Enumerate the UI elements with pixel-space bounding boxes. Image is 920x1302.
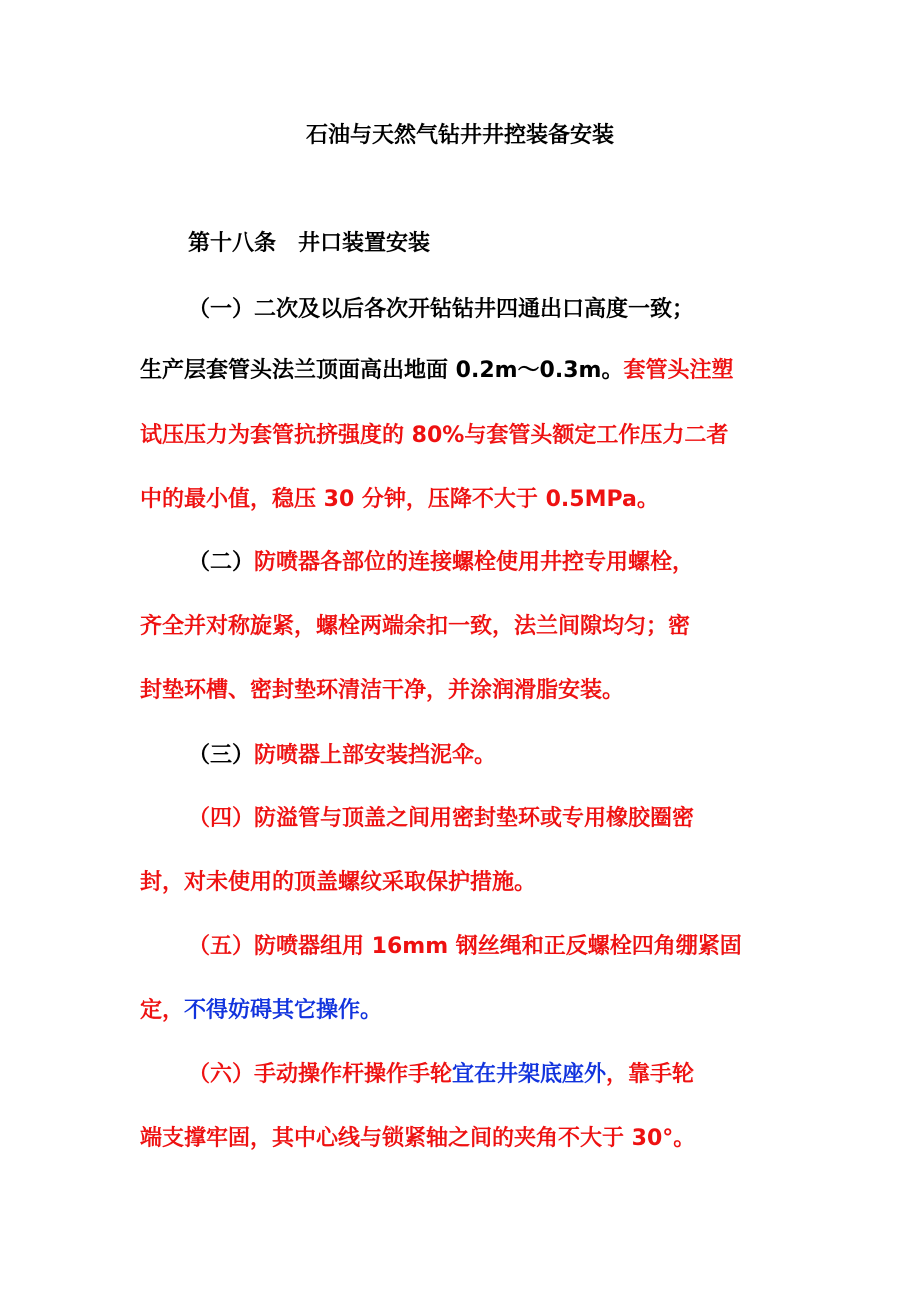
text-run-red: 端支撑牢固，其中心线与锁紧轴之间的夹角不大于 30°。 [140, 1126, 696, 1151]
text-run-red: 定， [140, 998, 185, 1023]
paragraph-line [140, 673, 624, 709]
text-run: 生产层套管头法兰顶面高出地面 0.2m～0.3m。 [140, 358, 624, 383]
text-run-red: （六）手动操作杆操作手轮 [188, 1062, 453, 1087]
paragraph-line [188, 1057, 694, 1093]
text-run-blue: 宜在井架底座外 [452, 1062, 607, 1087]
article-heading: 第十八条 井口装置安装 [188, 231, 431, 256]
paragraph-line [188, 738, 496, 774]
paragraph-line [140, 1121, 695, 1157]
text-run-blue: 不得妨碍其它操作。 [184, 998, 383, 1023]
paragraph-line [188, 801, 694, 837]
text-run: （三） [188, 743, 255, 768]
text-run: （二） [188, 550, 255, 575]
paragraph-line [188, 292, 694, 328]
text-run-red: 中的最小值，稳压 30 分钟，压降不大于 0.5MPa。 [140, 487, 659, 512]
text-run-red: 套管头注塑 [623, 358, 734, 383]
text-run-red: 防喷器上部安装挡泥伞。 [254, 743, 497, 768]
text-run: （一）二次及以后各次开钻钻井四通出口高度一致； [188, 297, 695, 322]
paragraph-line [140, 482, 659, 518]
text-run-red: 封垫环槽、密封垫环清洁干净，并涂润滑脂安装。 [140, 678, 625, 703]
paragraph-line [140, 418, 728, 454]
paragraph-line [140, 609, 690, 645]
document-title: 石油与天然气钻井井控装备安装 [305, 123, 614, 148]
paragraph-line [140, 865, 536, 901]
text-run-red: （五）防喷器组用 16mm 钢丝绳和正反螺栓四角绷紧固 [188, 934, 742, 959]
paragraph-line [188, 545, 694, 581]
paragraph-line [188, 929, 742, 965]
paragraph-line [140, 993, 382, 1029]
text-run-red: 试压压力为套管抗挤强度的 80%与套管头额定工作压力二者 [140, 423, 729, 448]
text-run-red: 防喷器各部位的连接螺栓使用井控专用螺栓， [254, 550, 695, 575]
text-run-red: 齐全并对称旋紧，螺栓两端余扣一致，法兰间隙均匀；密 [140, 614, 691, 639]
text-run-red: 封，对未使用的顶盖螺纹采取保护措施。 [140, 870, 537, 895]
text-run-red: ，靠手轮 [606, 1062, 695, 1087]
text-run-red: （四）防溢管与顶盖之间用密封垫环或专用橡胶圈密 [188, 806, 695, 831]
paragraph-line [140, 353, 733, 389]
